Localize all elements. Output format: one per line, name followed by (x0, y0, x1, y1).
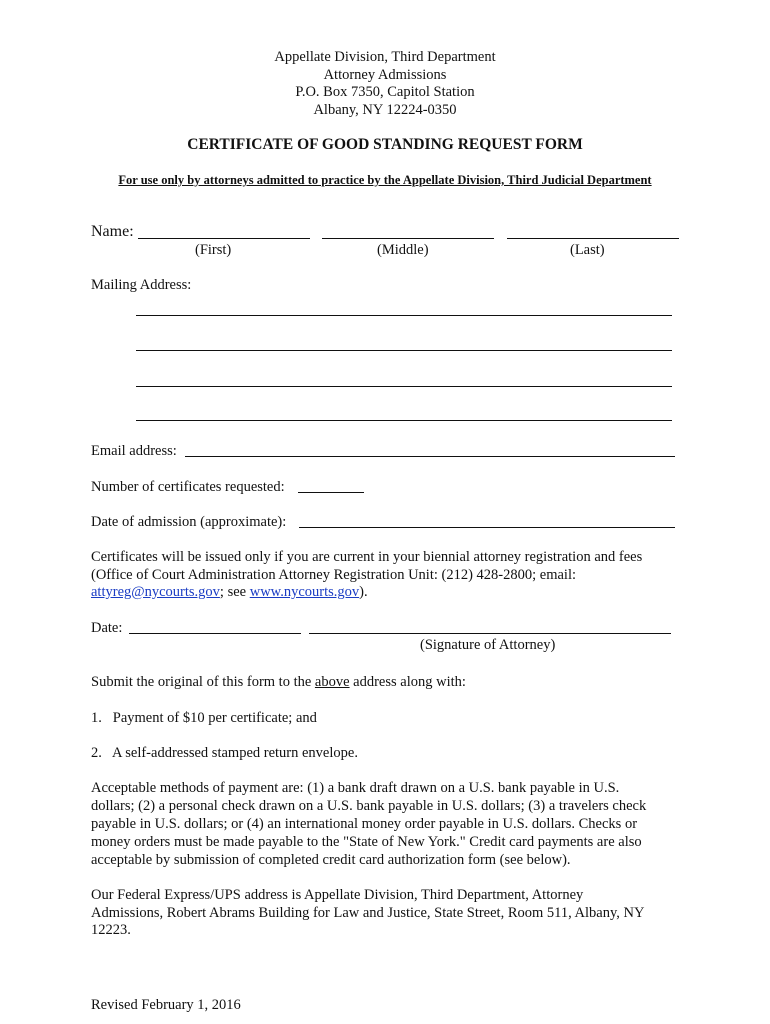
last-name-line[interactable] (507, 238, 679, 239)
first-name-line[interactable] (138, 238, 310, 239)
payment-methods-line: Acceptable methods of payment are: (1) a bank draft drawn on a U.S. bank payable in U.S. (91, 780, 620, 796)
email-link[interactable]: attyreg@nycourts.gov (91, 584, 220, 600)
header-line-4: Albany, NY 12224-0350 (313, 102, 457, 118)
email-line[interactable] (185, 456, 675, 457)
notice-end: ). (359, 584, 368, 600)
notice-line-1: Certificates will be issued only if you are current in your biennial attorney registration and fees (91, 549, 643, 565)
mailing-address-line-2[interactable] (136, 350, 672, 351)
website-link[interactable]: www.nycourts.gov (249, 584, 360, 600)
middle-name-line[interactable] (322, 238, 494, 239)
notice-line-3 (91, 583, 368, 601)
list-item: 1. Payment of $10 per certificate; and (91, 710, 317, 726)
fedex-address-line: Our Federal Express/UPS address is Appellate Division, Third Department, Attorney (91, 887, 584, 903)
mailing-address-line-3[interactable] (136, 386, 672, 387)
list-item: 2. A self-addressed stamped return envelope. (91, 745, 358, 761)
fedex-address-line: Admissions, Robert Abrams Building for Law and Justice, State Street, Room 511, Albany, NY (91, 905, 645, 921)
last-name-caption: (Last) (570, 242, 605, 258)
mailing-address-line-1[interactable] (136, 315, 672, 316)
notice-separator: ; see (219, 584, 250, 600)
date-label: Date: (91, 620, 123, 636)
notice-line-2: (Office of Court Administration Attorney Registration Unit: (212) 428-2800; email: (91, 567, 577, 583)
signature-caption: (Signature of Attorney) (420, 637, 556, 653)
submit-instructions (91, 673, 466, 691)
admission-date-label: Date of admission (approximate): (91, 514, 287, 530)
certificates-line[interactable] (298, 492, 364, 493)
name-label: Name: (91, 223, 134, 240)
middle-name-caption: (Middle) (377, 242, 429, 258)
date-line[interactable] (129, 633, 301, 634)
first-name-caption: (First) (195, 242, 232, 258)
submit-text-before: Submit the original of this form to the (91, 674, 315, 690)
mailing-address-line-4[interactable] (136, 420, 672, 421)
submit-text-underlined: above (314, 674, 350, 690)
payment-methods-line: dollars; (2) a personal check drawn on a U.S. bank payable in U.S. dollars; (3) a travelers check (91, 798, 647, 814)
payment-methods-line: money orders must be made payable to the "State of New York." Credit card payments are also (91, 834, 642, 850)
email-label: Email address: (91, 443, 177, 459)
header-line-2: Attorney Admissions (323, 67, 447, 83)
payment-methods-line: payable in U.S. dollars; or (4) an international money order payable in U.S. dollars. Checks or (91, 816, 638, 832)
form-title: CERTIFICATE OF GOOD STANDING REQUEST FORM (187, 136, 583, 153)
signature-line[interactable] (309, 633, 671, 634)
revision-date: Revised February 1, 2016 (91, 997, 241, 1013)
header-line-3: P.O. Box 7350, Capitol Station (295, 84, 475, 100)
payment-methods-line: acceptable by submission of completed credit card authorization form (see below). (91, 852, 571, 868)
form-subtitle: For use only by attorneys admitted to practice by the Appellate Division, Third Judicial Department (118, 173, 652, 187)
admission-date-line[interactable] (299, 527, 675, 528)
mailing-address-label: Mailing Address: (91, 277, 192, 293)
certificates-label: Number of certificates requested: (91, 479, 285, 495)
fedex-address-line: 12223. (91, 922, 131, 938)
header-line-1: Appellate Division, Third Department (274, 49, 496, 65)
submit-text-after: address along with: (349, 674, 466, 690)
